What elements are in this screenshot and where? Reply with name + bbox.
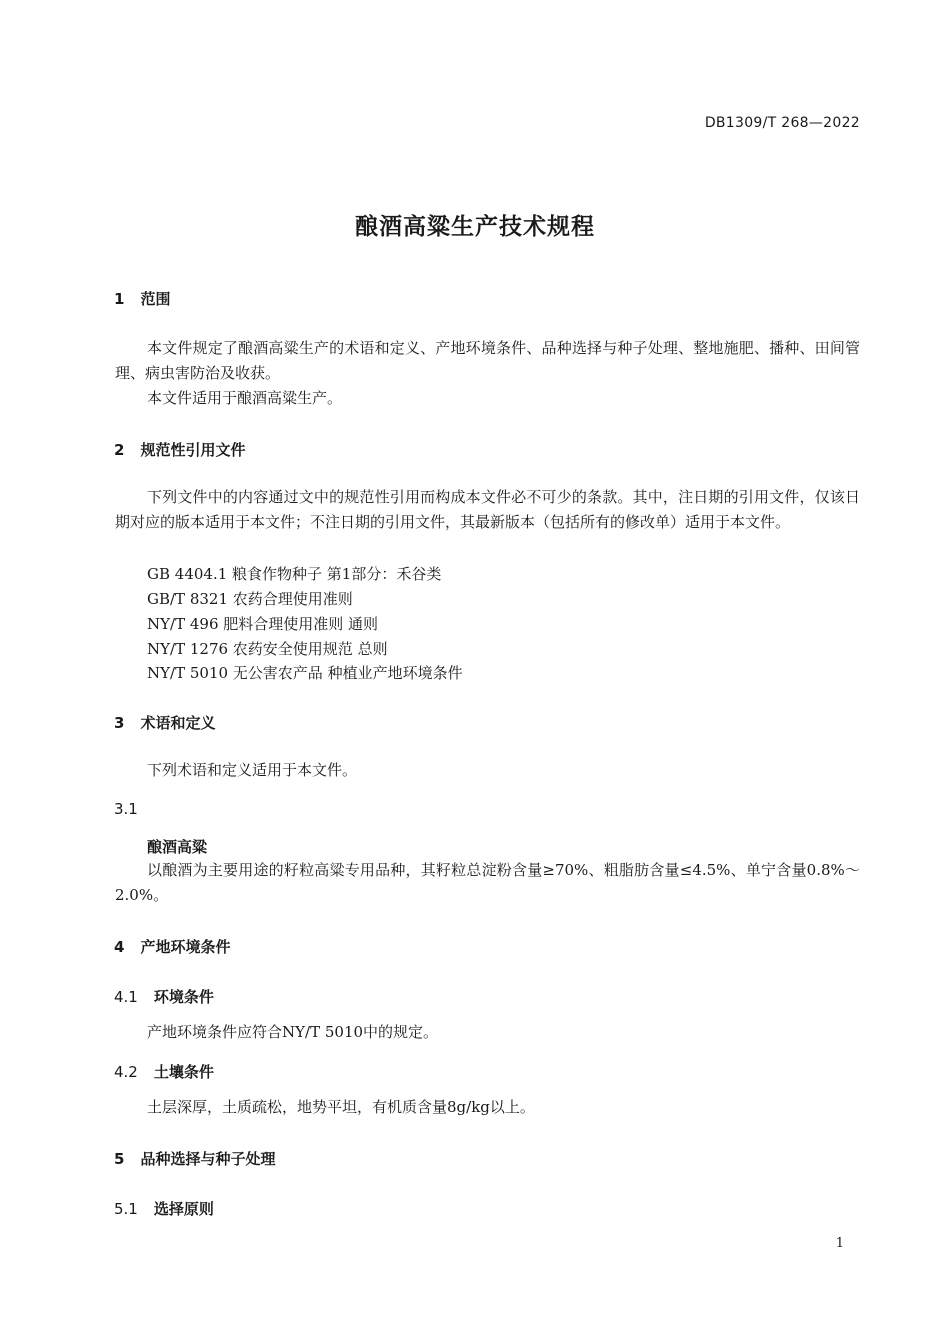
subsection-title: 环境条件 (153, 988, 214, 1006)
term-definition: 以酿酒为主要用途的籽粒高粱专用品种，其籽粒总淀粉含量≥70%、粗脂肪含量≤4.5%、单宁含量0.8%～2.0%。 (115, 861, 860, 904)
section-heading-1 (114, 288, 170, 309)
subsection-heading-4-1 (114, 986, 214, 1007)
subsection-title: 土壤条件 (153, 1063, 214, 1081)
section-title: 范围 (140, 290, 171, 308)
subsection-heading-5-1 (114, 1198, 214, 1219)
subsection-number-3-1: 3.1 (114, 800, 138, 818)
subsection-number: 4.1 (114, 988, 138, 1006)
standard-code: DB1309/T 268—2022 (704, 115, 860, 131)
page-number: 1 (835, 1236, 844, 1251)
section-number: 3 (114, 714, 125, 732)
scope-paragraph-2: 本文件适用于酿酒高粱生产。 (147, 389, 343, 407)
terms-intro-paragraph: 下列术语和定义适用于本文件。 (147, 761, 358, 779)
reference-item: NY/T 1276 农药安全使用规范 总则 (147, 640, 388, 658)
section-heading-5 (114, 1148, 275, 1169)
document-title: 酿酒高粱生产技术规程 (355, 214, 595, 240)
subsection-number: 4.2 (114, 1063, 138, 1081)
scope-paragraph-1: 本文件规定了酿酒高粱生产的术语和定义、产地环境条件、品种选择与种子处理、整地施肥、播种、田间管理、病虫害防治及收获。 (115, 339, 860, 382)
environment-paragraph: 产地环境条件应符合NY/T 5010中的规定。 (147, 1023, 439, 1041)
subsection-title: 选择原则 (153, 1200, 214, 1218)
section-title: 术语和定义 (140, 714, 216, 732)
soil-paragraph: 土层深厚，土质疏松，地势平坦，有机质含量8g/kg以上。 (147, 1098, 535, 1116)
reference-item: GB 4404.1 粮食作物种子 第1部分：禾谷类 (147, 565, 442, 583)
references-intro-paragraph: 下列文件中的内容通过文中的规范性引用而构成本文件必不可少的条款。其中，注日期的引用文件，仅该日期对应的版本适用于本文件；不注日期的引用文件，其最新版本（包括所有的修改单）适用于本文件。 (115, 488, 860, 531)
reference-item: GB/T 8321 农药合理使用准则 (147, 590, 353, 608)
section-heading-2 (114, 439, 245, 460)
section-heading-4 (114, 936, 230, 957)
section-number: 5 (114, 1150, 125, 1168)
section-number: 1 (114, 290, 125, 308)
subsection-number: 5.1 (114, 1200, 138, 1218)
section-heading-3 (114, 712, 215, 733)
reference-item: NY/T 5010 无公害农产品 种植业产地环境条件 (147, 664, 463, 682)
subsection-heading-4-2 (114, 1061, 214, 1082)
section-title: 规范性引用文件 (140, 441, 246, 459)
reference-item: NY/T 496 肥料合理使用准则 通则 (147, 615, 379, 633)
section-title: 品种选择与种子处理 (140, 1150, 276, 1168)
term-name: 酿酒高粱 (147, 838, 208, 856)
section-number: 4 (114, 938, 125, 956)
section-number: 2 (114, 441, 125, 459)
section-title: 产地环境条件 (140, 938, 231, 956)
